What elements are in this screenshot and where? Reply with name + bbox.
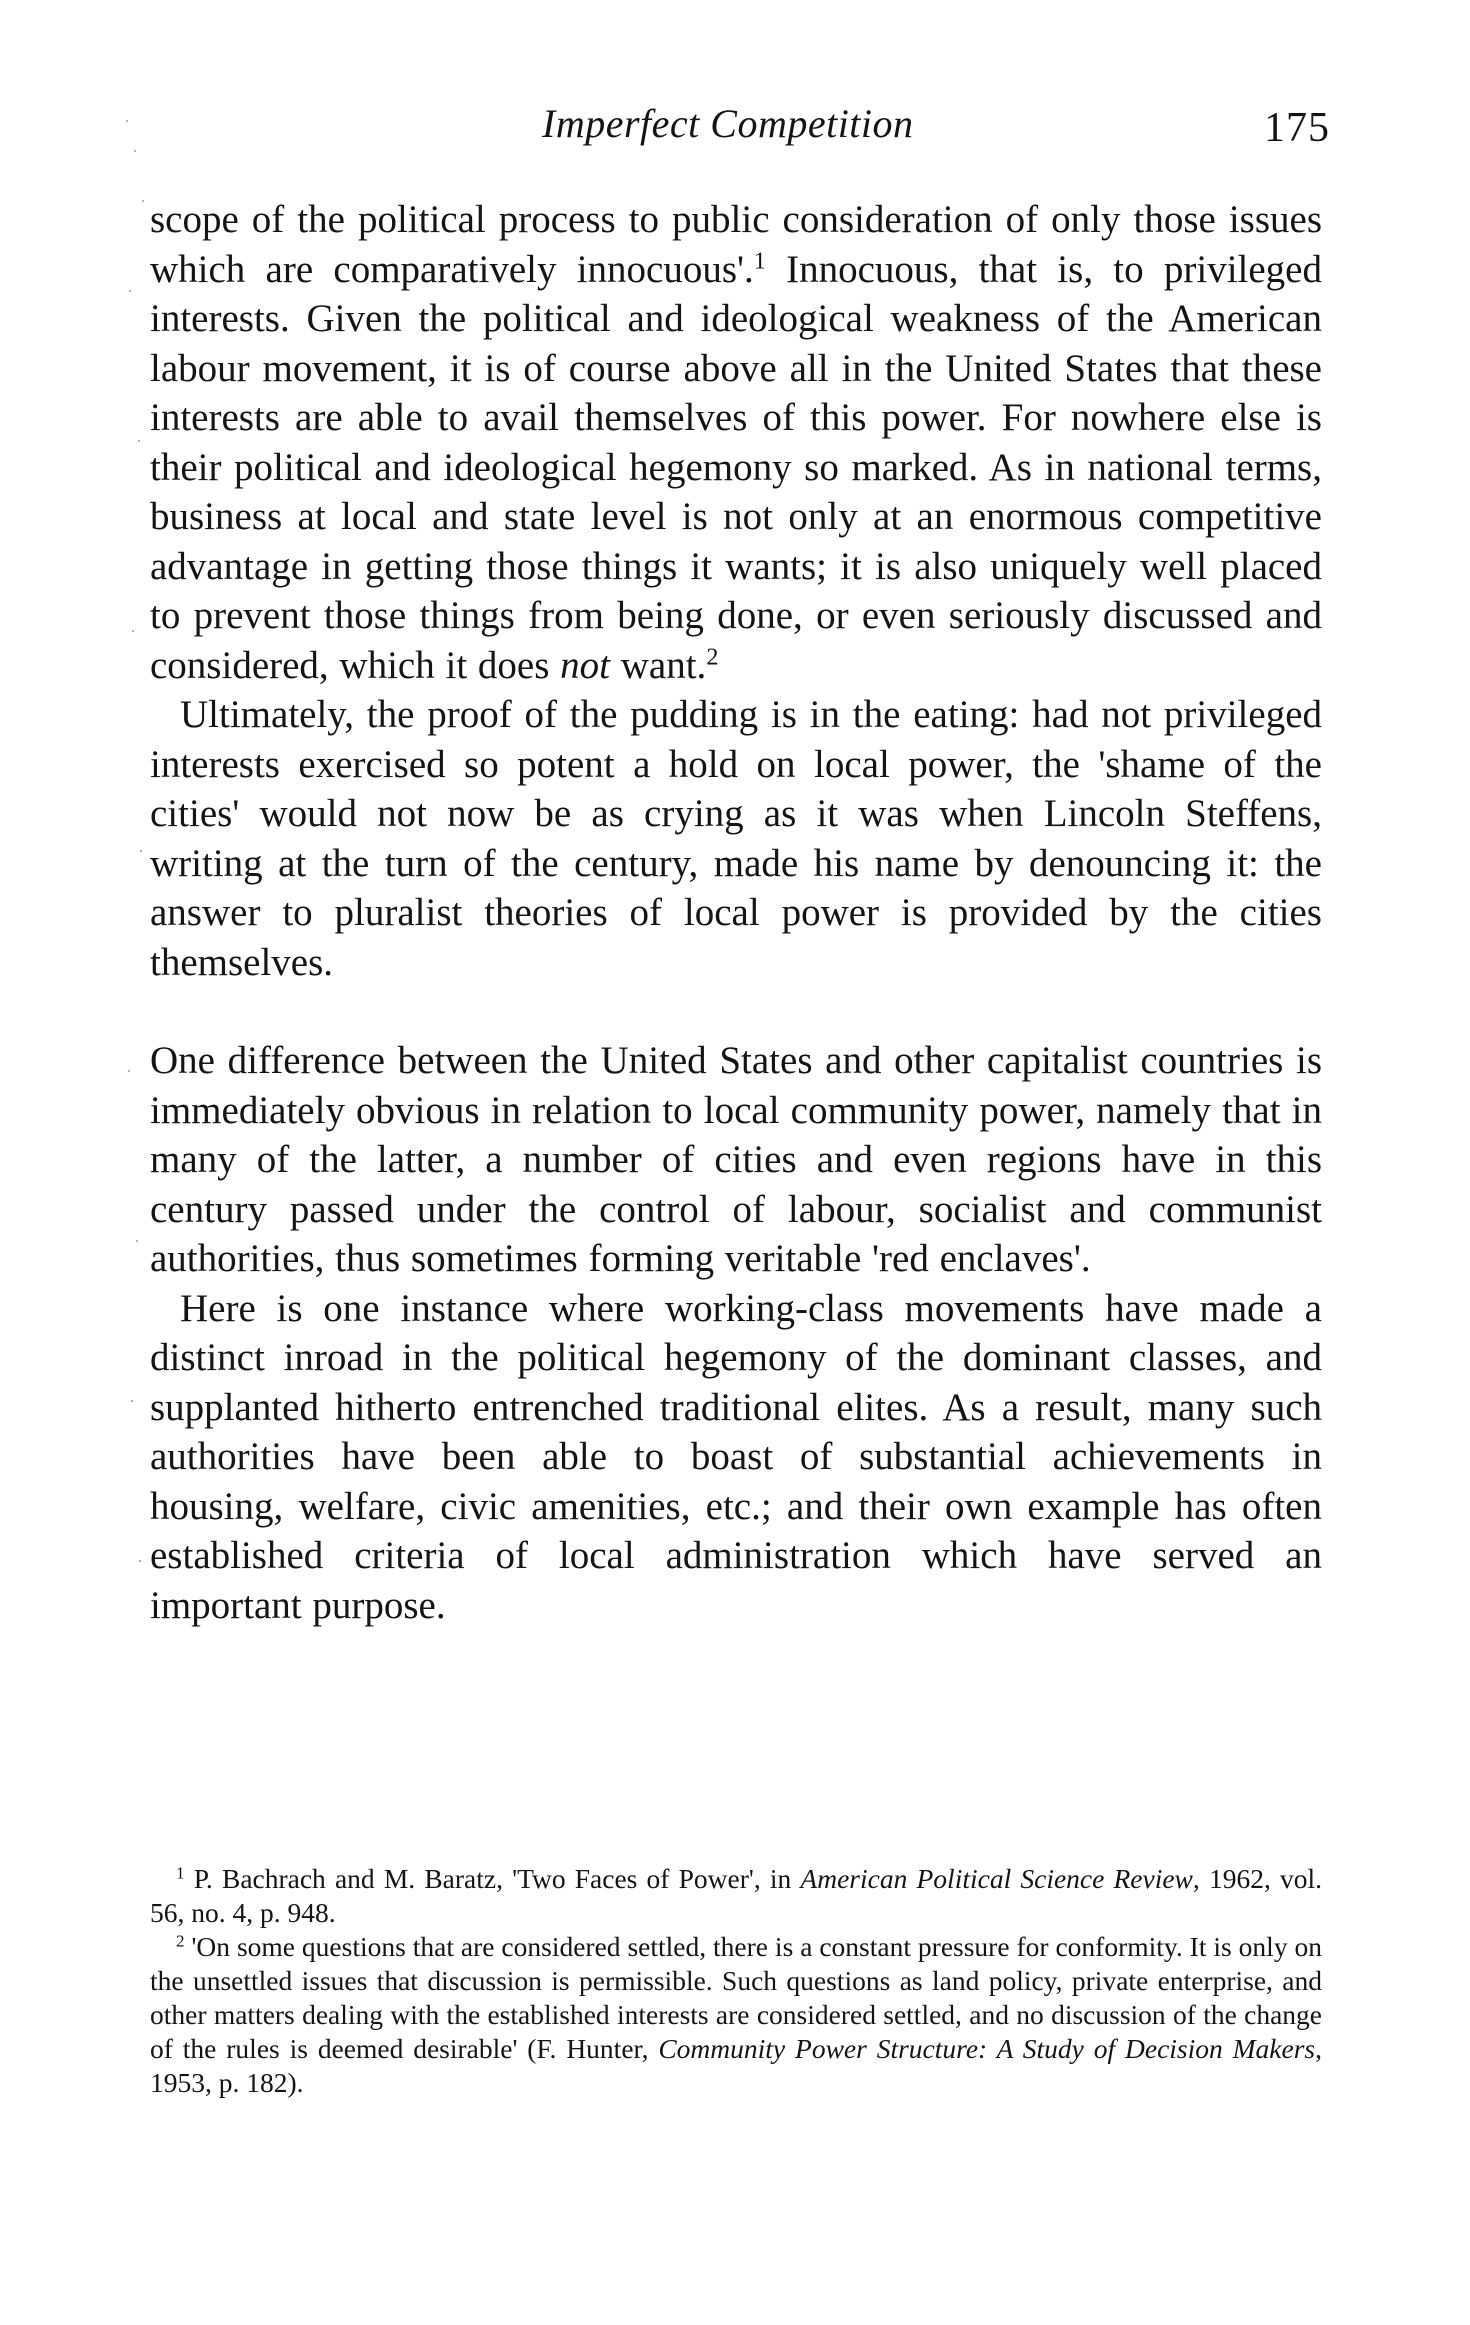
running-title: Imperfect Competition — [542, 101, 914, 146]
footnote-citation: , 1953, p. 182). — [150, 2033, 1322, 2098]
paragraph-1 — [150, 195, 1322, 690]
footnote-marker: 2 — [176, 1931, 185, 1951]
footnote-marker: 1 — [176, 1863, 185, 1883]
footnote-1 — [150, 1862, 1322, 1930]
footnote-source-title: American Political Science Review — [800, 1863, 1193, 1894]
footnote-citation: , 1962, vol. 56, no. 4, p. 948. — [150, 1863, 1323, 1928]
footnote-ref-2: 2 — [706, 643, 719, 671]
running-header — [150, 100, 1330, 160]
paragraph-4: Here is one instance where working-class movements have made a distinct inroad in the political hegemony of the dominant classes, and supplanted hitherto entrenched traditional elites. As a result, many such authorities have been able to boast of substantial achievements in housing, welfare, civic amenities, etc.; and their own example has often established criteria of local administration which have served an important purpose. — [150, 1286, 1322, 1627]
footnote-text: P. Bachrach and M. Baratz, 'Two Faces of Power', in — [193, 1863, 801, 1894]
body-text — [150, 195, 1322, 1630]
page-number: 175 — [1264, 105, 1330, 151]
paragraph-text-continued: Innocuous, that is, to privileged interests. Given the political and ideological weakness of the American labour movement, it is of course above all in the United States that these interests are able to avail themselves of this power. For nowhere else is their political and ideological hegemony so marked. As in national terms, business at local and state level is not only at an enormous competitive advantage in getting those things it wants; it is also uniquely well placed to prevent those things from being done, or even seriously discussed and considered, which it does — [150, 247, 1322, 687]
footnote-ref-1: 1 — [753, 247, 766, 275]
emphasis: not — [560, 643, 610, 687]
paragraph-tail: want. — [610, 643, 707, 687]
footnote-text: 'On some questions that are considered settled, there is a constant pressure for conformity. It is only on the unsettled issues that discussion is permissible. Such questions as land policy, private enterprise, and other matters dealing with the established interests are considered settled, and no discussion of the change of the rules is deemed desirable' (F. Hunter, — [150, 1931, 1323, 2064]
footnotes — [150, 1862, 1322, 2100]
paragraph-3: One difference between the United States and other capitalist countries is immediately obvious in relation to local community power, namely that in many of the latter, a number of cities and even regions have in this century passed under the control of labour, socialist and communist authorities, thus sometimes forming veritable 'red enclaves'. — [150, 1039, 1322, 1280]
footnote-source-title: Community Power Structure: A Study of Decision Makers — [658, 2033, 1316, 2064]
paragraph-2: Ultimately, the proof of the pudding is in the eating: had not privileged interests exercised so potent a hold on local power, the 'shame of the cities' would not now be as crying as it was when Lincoln Steffens, writing at the turn of the century, made his name by denouncing it: the answer to pluralist theories of local power is provided by the cities themselves. — [150, 693, 1322, 984]
paragraph-text: scope of the political process to public consideration of only those issues which are comparatively innocuous'. — [150, 198, 1322, 291]
footnote-2 — [150, 1930, 1322, 2100]
